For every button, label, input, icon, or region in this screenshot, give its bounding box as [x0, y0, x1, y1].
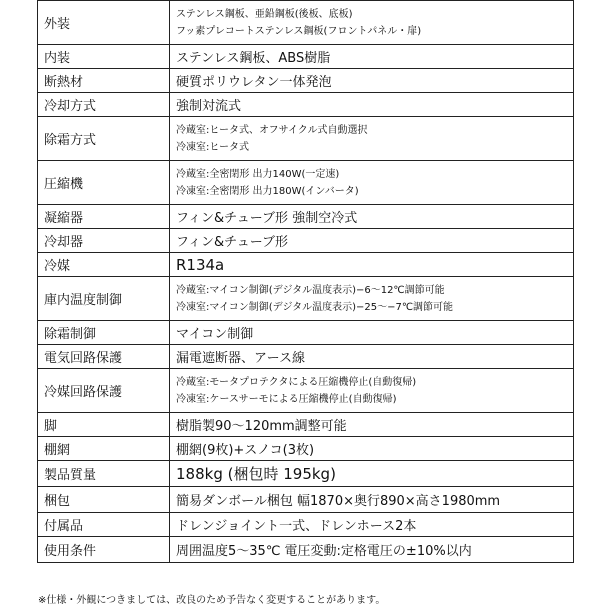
spec-value: [170, 229, 574, 253]
spec-label: 冷媒回路保護: [38, 369, 170, 413]
spec-label: 断熱材: [38, 69, 170, 93]
spec-label: 梱包: [38, 487, 170, 513]
spec-label: 庫内温度制御: [38, 277, 170, 321]
spec-value: [170, 277, 574, 321]
spec-label: 電気回路保護: [38, 345, 170, 369]
spec-row: [38, 45, 574, 69]
spec-value-line: 硬質ポリウレタン一体発泡: [176, 75, 332, 90]
spec-value: [170, 437, 574, 461]
spec-value-line: 樹脂製90〜120mm調整可能: [176, 419, 347, 434]
spec-value: [170, 93, 574, 117]
spec-label: 冷媒: [38, 253, 170, 277]
spec-label: 凝縮器: [38, 205, 170, 229]
spec-table: [37, 0, 574, 563]
spec-row: [38, 345, 574, 369]
spec-value: [170, 413, 574, 437]
spec-row: [38, 437, 574, 461]
spec-value-line: 冷凍室:ケースサーモによる圧縮機停止(自動復帰): [176, 393, 397, 405]
spec-value-line: 簡易ダンボール梱包 幅1870×奥行890×高さ1980mm: [176, 494, 501, 509]
spec-value: [170, 69, 574, 93]
spec-row: [38, 487, 574, 513]
spec-value-line: 冷凍室:全密閉形 出力180W(インバータ): [176, 185, 359, 197]
spec-label: 棚網: [38, 437, 170, 461]
spec-value: [170, 161, 574, 205]
spec-value: [170, 321, 574, 345]
spec-value: [170, 461, 574, 487]
spec-label: 付属品: [38, 513, 170, 537]
spec-row: [38, 229, 574, 253]
spec-value-line: 周囲温度5〜35℃ 電圧変動:定格電圧の±10%以内: [176, 544, 472, 559]
spec-value: [170, 345, 574, 369]
spec-value: [170, 253, 574, 277]
spec-row: [38, 369, 574, 413]
spec-value-line: 強制対流式: [176, 99, 242, 114]
spec-row: [38, 205, 574, 229]
spec-value-line: ステンレス鋼板、亜鉛鋼板(後板、底板): [176, 8, 353, 20]
spec-label: 外装: [38, 1, 170, 45]
spec-row: [38, 413, 574, 437]
spec-value-line: 冷凍室:ヒータ式: [176, 141, 249, 153]
spec-value-line: 漏電遮断器、アース線: [176, 351, 305, 366]
spec-value-line: ステンレス鋼板、ABS樹脂: [176, 51, 331, 66]
spec-value-line: フッ素プレコートステンレス鋼板(フロントパネル・扉): [176, 25, 422, 37]
spec-value: [170, 487, 574, 513]
footnote: ※仕様・外観につきましては、改良のため予告なく変更することがあります。: [38, 595, 386, 606]
spec-value-line: R134a: [176, 255, 225, 274]
spec-row: [38, 461, 574, 487]
spec-label: 脚: [38, 413, 170, 437]
spec-table-body: [38, 1, 574, 563]
spec-value: [170, 205, 574, 229]
spec-row: [38, 1, 574, 45]
spec-label: 使用条件: [38, 537, 170, 563]
spec-value: [170, 117, 574, 161]
spec-label: 除霜制御: [38, 321, 170, 345]
spec-row: [38, 69, 574, 93]
spec-value: [170, 537, 574, 563]
spec-label: 圧縮機: [38, 161, 170, 205]
spec-row: [38, 117, 574, 161]
spec-value: [170, 513, 574, 537]
spec-row: [38, 161, 574, 205]
spec-value-line: フィン&チューブ形: [176, 235, 289, 250]
spec-row: [38, 321, 574, 345]
spec-value-line: 冷蔵室:全密閉形 出力140W(一定速): [176, 168, 340, 180]
spec-value: [170, 45, 574, 69]
spec-label: 内装: [38, 45, 170, 69]
spec-label: 冷却器: [38, 229, 170, 253]
spec-value-line: 棚網(9枚)+スノコ(3枚): [176, 443, 315, 458]
spec-value: [170, 1, 574, 45]
spec-label: 除霜方式: [38, 117, 170, 161]
spec-row: [38, 253, 574, 277]
spec-row: [38, 93, 574, 117]
spec-value-line: 冷蔵室:モータプロテクタによる圧縮機停止(自動復帰): [176, 376, 417, 388]
spec-row: [38, 277, 574, 321]
spec-value-line: フィン&チューブ形 強制空冷式: [176, 211, 358, 226]
spec-label: 製品質量: [38, 461, 170, 487]
spec-value-line: 冷凍室:マイコン制御(デジタル温度表示)−25〜−7℃調節可能: [176, 301, 454, 313]
spec-value: [170, 369, 574, 413]
spec-value-line: 188kg (梱包時 195kg): [176, 465, 336, 483]
spec-value-line: ドレンジョイント一式、ドレンホース2本: [176, 519, 417, 534]
spec-value-line: マイコン制御: [176, 327, 254, 342]
spec-label: 冷却方式: [38, 93, 170, 117]
spec-row: [38, 513, 574, 537]
spec-row: [38, 537, 574, 563]
spec-value-line: 冷蔵室:マイコン制御(デジタル温度表示)−6〜12℃調節可能: [176, 284, 445, 296]
spec-value-line: 冷蔵室:ヒータ式、オフサイクル式自動選択: [176, 124, 368, 136]
